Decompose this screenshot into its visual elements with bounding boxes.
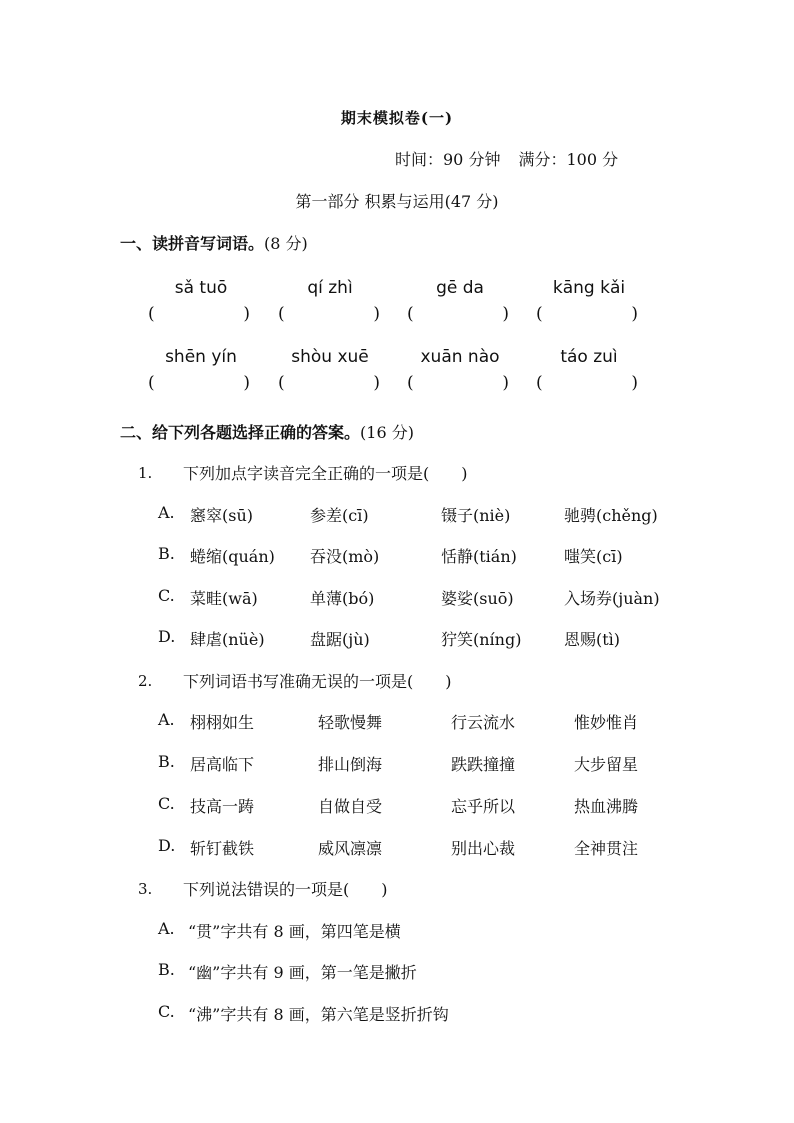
paren-open: ( [148,304,155,324]
q3-option-c-letter[interactable]: C. [158,1002,175,1021]
q1-option-a-item: 窸窣(sū) [190,506,254,525]
pinyin-2: qí zhì [307,278,353,298]
q2-option-b-item: 大步留星 [574,755,639,774]
answer-box-6[interactable] [278,373,380,393]
q2-option-d-letter[interactable]: D. [158,836,176,855]
q1-option-b-item: 嗤笑(cī) [564,547,623,566]
q2-option-a-letter[interactable]: A. [158,710,175,729]
q1-option-a-item: 参差(cī) [310,506,369,525]
q2-option-b-item: 跌跌撞撞 [451,755,516,774]
pinyin-7: xuān nào [420,347,500,367]
answer-box-3[interactable] [407,304,509,324]
q2-option-a-item: 栩栩如生 [190,713,255,732]
q1-option-c-item: 入场券(juàn) [564,589,660,608]
q2-option-a-item: 行云流水 [451,713,516,732]
q1-option-d-letter[interactable]: D. [158,627,176,646]
q1-option-c-letter[interactable]: C. [158,586,175,605]
paren-close: ) [243,373,250,393]
q2-option-d-item: 斩钉截铁 [190,839,255,858]
q2-option-a-item: 轻歌慢舞 [318,713,383,732]
section-2-heading [120,420,414,443]
paren-open: ( [407,373,414,393]
paren-open: ( [278,304,285,324]
q2-option-c-item: 技高一踌 [190,797,255,816]
paren-open: ( [407,304,414,324]
q3-option-b-letter[interactable]: B. [158,960,175,979]
question-2-number: 2. [138,672,153,690]
q2-option-b-item: 排山倒海 [318,755,383,774]
pinyin-6: shòu xuē [291,347,369,367]
paren-close: ) [502,373,509,393]
q1-option-b-item: 蜷缩(quán) [190,547,275,566]
q1-option-c-item: 单薄(bó) [310,589,375,608]
question-1-number: 1. [138,464,153,482]
paren-close: ) [373,304,380,324]
q1-option-a-item: 镊子(niè) [441,506,511,525]
q2-option-a-item: 惟妙惟肖 [574,713,639,732]
section-1-title: 一、读拼音写词语。 [120,234,265,253]
q2-option-c-item: 热血沸腾 [574,797,639,816]
q2-option-c-item: 自做自受 [318,797,383,816]
q1-option-d-item: 狞笑(níng) [441,630,522,649]
exam-title: 期末模拟卷(一) [340,109,454,127]
paren-close: ) [373,373,380,393]
answer-box-5[interactable] [148,373,250,393]
paren-close: ) [631,304,638,324]
full-score: 满分：100 分 [518,150,619,169]
paren-close: ) [631,373,638,393]
answer-box-4[interactable] [536,304,638,324]
q2-option-d-item: 威风凛凛 [318,839,383,858]
answer-box-8[interactable] [536,373,638,393]
pinyin-8: táo zuì [560,347,618,367]
q1-option-a-item: 驰骋(chěng) [564,506,658,525]
answer-box-2[interactable] [278,304,380,324]
answer-box-7[interactable] [407,373,509,393]
question-3-text: 下列说法错误的一项是( ) [183,880,388,899]
q2-option-c-item: 忘乎所以 [451,797,516,816]
section-1-score: (8 分) [264,234,308,253]
q3-option-a-text: “贯”字共有 8 画，第四笔是横 [188,922,401,941]
q3-option-a-letter[interactable]: A. [158,919,175,938]
q1-option-a-letter[interactable]: A. [158,503,175,522]
q2-option-b-item: 居高临下 [190,755,255,774]
pinyin-5: shēn yín [165,347,237,367]
q1-option-d-item: 恩赐(tì) [564,630,621,649]
section-1-heading [120,231,308,254]
q1-option-c-item: 婆娑(suō) [441,589,514,608]
q1-option-b-item: 恬静(tián) [441,547,517,566]
q1-option-b-letter[interactable]: B. [158,544,175,563]
paren-close: ) [243,304,250,324]
pinyin-1: sǎ tuō [174,278,228,298]
q1-option-c-item: 菜畦(wā) [190,589,258,608]
answer-box-1[interactable] [148,304,250,324]
section-2-score: (16 分) [360,423,414,442]
q2-option-d-item: 全神贯注 [574,839,639,858]
paren-open: ( [148,373,155,393]
question-2-text: 下列词语书写准确无误的一项是( ) [183,672,452,691]
q2-option-d-item: 别出心裁 [451,839,516,858]
paren-close: ) [502,304,509,324]
q1-option-d-item: 盘踞(jù) [310,630,370,649]
q1-option-d-item: 肆虐(nüè) [190,630,265,649]
paren-open: ( [278,373,285,393]
q3-option-c-text: “沸”字共有 8 画，第六笔是竖折折钩 [188,1005,449,1024]
question-3-number: 3. [138,880,153,898]
pinyin-3: gē da [436,278,484,298]
exam-time-info [395,147,636,170]
question-1-text: 下列加点字读音完全正确的一项是( ) [183,464,468,483]
part-heading: 第一部分 积累与运用(47 分) [295,192,499,211]
q2-option-b-letter[interactable]: B. [158,752,175,771]
paren-open: ( [536,373,543,393]
pinyin-4: kāng kǎi [552,278,626,298]
q1-option-b-item: 吞没(mò) [310,547,380,566]
paren-open: ( [536,304,543,324]
time-limit: 时间：90 分钟 [395,150,501,169]
section-2-title: 二、给下列各题选择正确的答案。 [120,423,361,442]
q3-option-b-text: “幽”字共有 9 画，第一笔是撇折 [188,963,417,982]
q2-option-c-letter[interactable]: C. [158,794,175,813]
